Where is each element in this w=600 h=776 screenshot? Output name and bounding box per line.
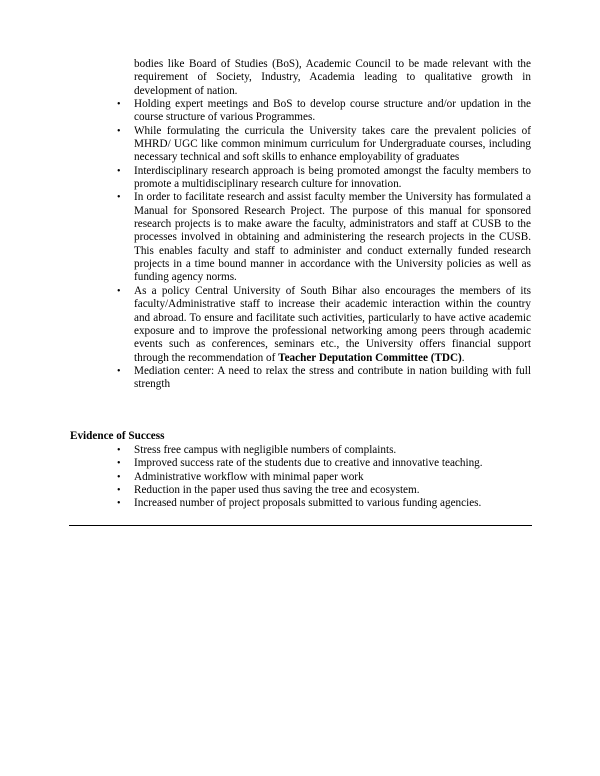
- list-item-text: In order to facilitate research and assist faculty member the University has formulated a Manual for Sponsored Research Project. The purpose of this manual for sponsored research projects is to make aware the faculty, administrators and staff at CUSB to the processes involved in obtaining and administering the research projects in the CUSB. This enables faculty and staff to administer and conduct externally funded research projects in a time bound manner in accordance with the University policies as well as funding agency norms.: [134, 191, 531, 284]
- committee-name: Teacher Deputation Committee (TDC): [278, 351, 462, 364]
- continuation-paragraph: bodies like Board of Studies (BoS), Academic Council to be made relevant with the requirement of Society, Industry, Academia leading to qualitative growth in development of nation.: [134, 58, 531, 97]
- bullet-icon: •: [117, 471, 121, 483]
- list-item-text: Mediation center: A need to relax the stress and contribute in nation building with full strength: [134, 364, 531, 391]
- list-item: [117, 457, 531, 470]
- bullet-icon: •: [117, 125, 121, 137]
- list-item-text: Interdisciplinary research approach is being promoted amongst the faculty members to promote a multidisciplinary research culture for innovation.: [134, 164, 531, 191]
- list-item: [117, 364, 531, 392]
- list-item-text: While formulating the curricula the University takes care the prevalent policies of MHRD/ UGC like common minimum curriculum for Undergraduate courses, including necessary technical and soft skills to enhance employability of graduates: [134, 124, 531, 164]
- horizontal-rule: [69, 525, 532, 526]
- list-item-text: Stress free campus with negligible numbers of complaints.: [134, 444, 397, 456]
- bullet-icon: •: [117, 498, 121, 510]
- bullet-icon: •: [117, 458, 121, 470]
- list-item: [117, 124, 531, 165]
- bullet-icon: •: [117, 165, 121, 177]
- list-item-text-end: .: [461, 351, 465, 364]
- list-item-text: Administrative workflow with minimal paper work: [134, 470, 364, 483]
- list-item: [117, 484, 531, 497]
- bullet-icon: •: [117, 485, 121, 497]
- evidence-bullet-list: [117, 444, 531, 511]
- list-item-text: As a policy Central University of South Bihar also encourages the members of its faculty/Administrative staff to increase their academic interaction within the country and abroad. To ensure and facilitate such activities, particularly to have active academic exposure and to improve the professional networking among peers through academic events such as conferences, seminars etc., the University offers financial support through the recommendation of: [134, 284, 531, 364]
- bullet-icon: •: [117, 285, 121, 297]
- list-item: [117, 497, 531, 510]
- evidence-heading: Evidence of Success: [70, 430, 165, 442]
- list-item-text: Holding expert meetings and BoS to develop course structure and/or updation in the course structure of various Programmes.: [134, 98, 531, 124]
- list-item: [117, 444, 531, 457]
- list-item-text: Improved success rate of the students due to creative and innovative teaching.: [134, 457, 483, 470]
- list-item: [117, 191, 531, 284]
- list-item-text: Increased number of project proposals submitted to various funding agencies.: [134, 497, 482, 510]
- list-item: [117, 164, 531, 192]
- bullet-icon: •: [117, 192, 121, 204]
- list-item-text: Reduction in the paper used thus saving the tree and ecosystem.: [134, 484, 420, 497]
- practice-bullet-list: [117, 98, 531, 392]
- bullet-icon: •: [117, 445, 121, 456]
- bullet-icon: •: [117, 99, 121, 110]
- list-item: [117, 284, 531, 365]
- bullet-icon: •: [117, 365, 121, 377]
- list-item: [117, 470, 531, 484]
- list-item: [117, 98, 531, 125]
